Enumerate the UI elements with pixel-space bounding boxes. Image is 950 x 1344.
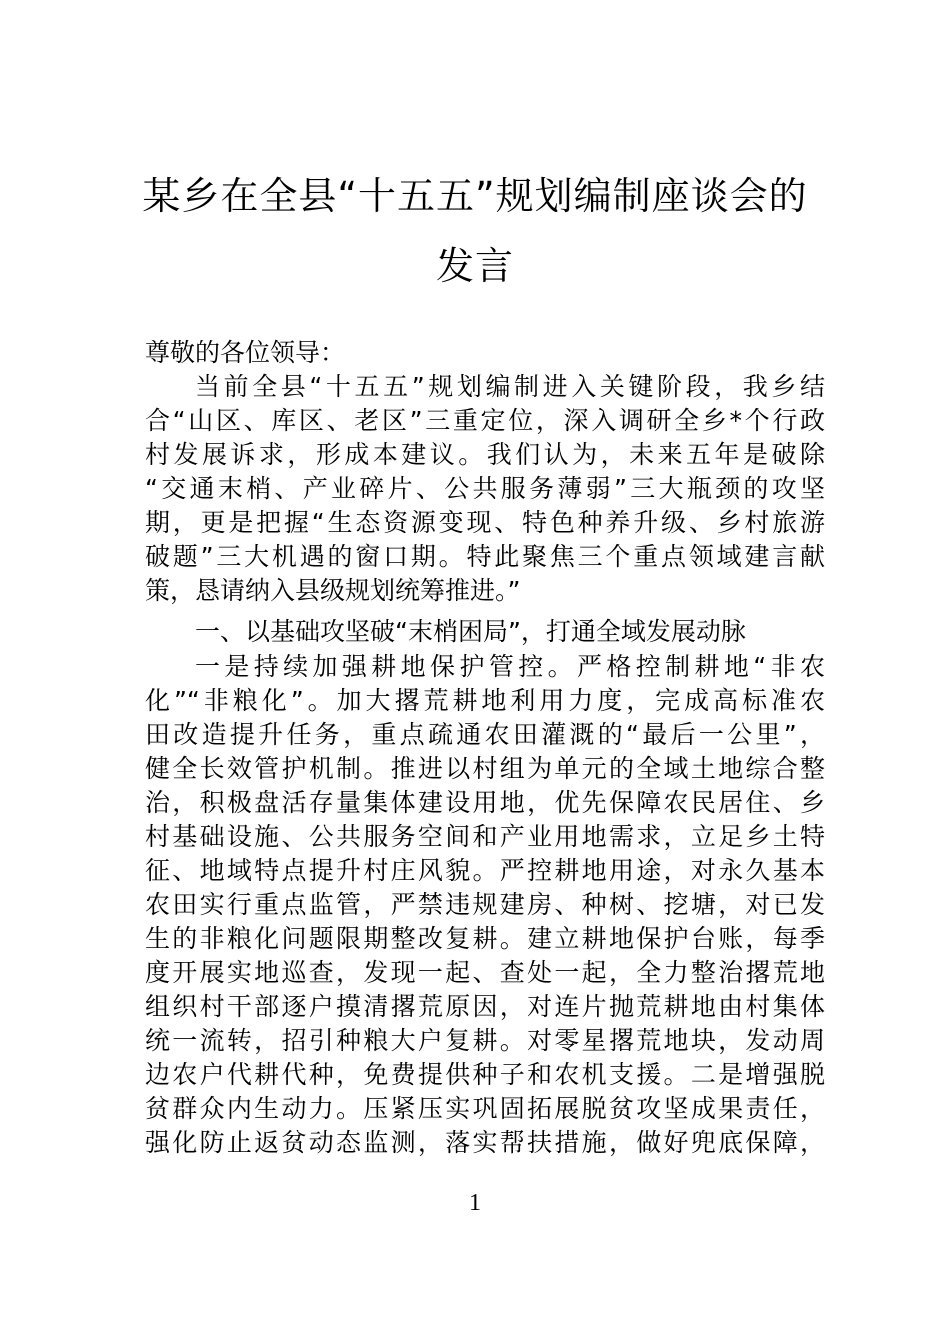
body-line: 征、地域特点提升村庄风貌。严控耕地用途，对永久基本: [145, 856, 825, 885]
body-line: 化”“非粮化”。加大撂荒耕地利用力度，完成高标准农: [145, 686, 825, 715]
page-number: 1: [469, 1190, 481, 1216]
body-line: 村基础设施、公共服务空间和产业用地需求，立足乡土特: [145, 822, 825, 851]
body-line: 贫群众内生动力。压紧压实巩固拓展脱贫攻坚成果责任，: [145, 1094, 825, 1123]
body-line: 生的非粮化问题限期整改复耕。建立耕地保护台账，每季: [145, 924, 825, 953]
body-line: 合“山区、库区、老区”三重定位，深入调研全乡*个行政: [145, 406, 825, 435]
section-heading: 一、以基础攻坚破“末梢困局”，打通全域发展动脉: [195, 617, 746, 646]
body-line: 田改造提升任务，重点疏通农田灌溉的“最后一公里”，: [145, 720, 825, 749]
body-line: 统一流转，招引种粮大户复耕。对零星撂荒地块，发动周: [145, 1026, 825, 1055]
body-line: 边农户代耕代种，免费提供种子和农机支援。二是增强脱: [145, 1060, 825, 1089]
body-line: 度开展实地巡查，发现一起、查处一起，全力整治撂荒地: [145, 958, 825, 987]
body-line: 健全长效管护机制。推进以村组为单元的全域土地综合整: [145, 754, 825, 783]
body-line: 村发展诉求，形成本建议。我们认为，未来五年是破除: [145, 440, 825, 469]
body-line: 破题”三大机遇的窗口期。特此聚焦三个重点领域建言献: [145, 542, 825, 571]
body-line: 农田实行重点监管，严禁违规建房、种树、挖塘，对已发: [145, 890, 825, 919]
body-line: 治，积极盘活存量集体建设用地，优先保障农民居住、乡: [145, 788, 825, 817]
body-line: 一是持续加强耕地保护管控。严格控制耕地“非农: [195, 652, 825, 681]
body-line: 期，更是把握“生态资源变现、特色种养升级、乡村旅游: [145, 508, 825, 537]
body-line: 组织村干部逐户摸清撂荒原因，对连片抛荒耕地由村集体: [145, 992, 825, 1021]
salutation: 尊敬的各位领导：: [145, 338, 346, 367]
body-line: 策，恳请纳入县级规划统筹推进。”: [145, 576, 521, 605]
body-line: “交通末梢、产业碎片、公共服务薄弱”三大瓶颈的攻坚: [145, 474, 825, 503]
document-title-line-1: 某乡在全县“十五五”规划编制座谈会的: [142, 174, 808, 218]
document-title-line-2: 发言: [435, 244, 514, 288]
body-line: 当前全县“十五五”规划编制进入关键阶段，我乡结: [195, 372, 825, 401]
body-line: 强化防止返贫动态监测，落实帮扶措施，做好兜底保障，: [145, 1128, 825, 1157]
